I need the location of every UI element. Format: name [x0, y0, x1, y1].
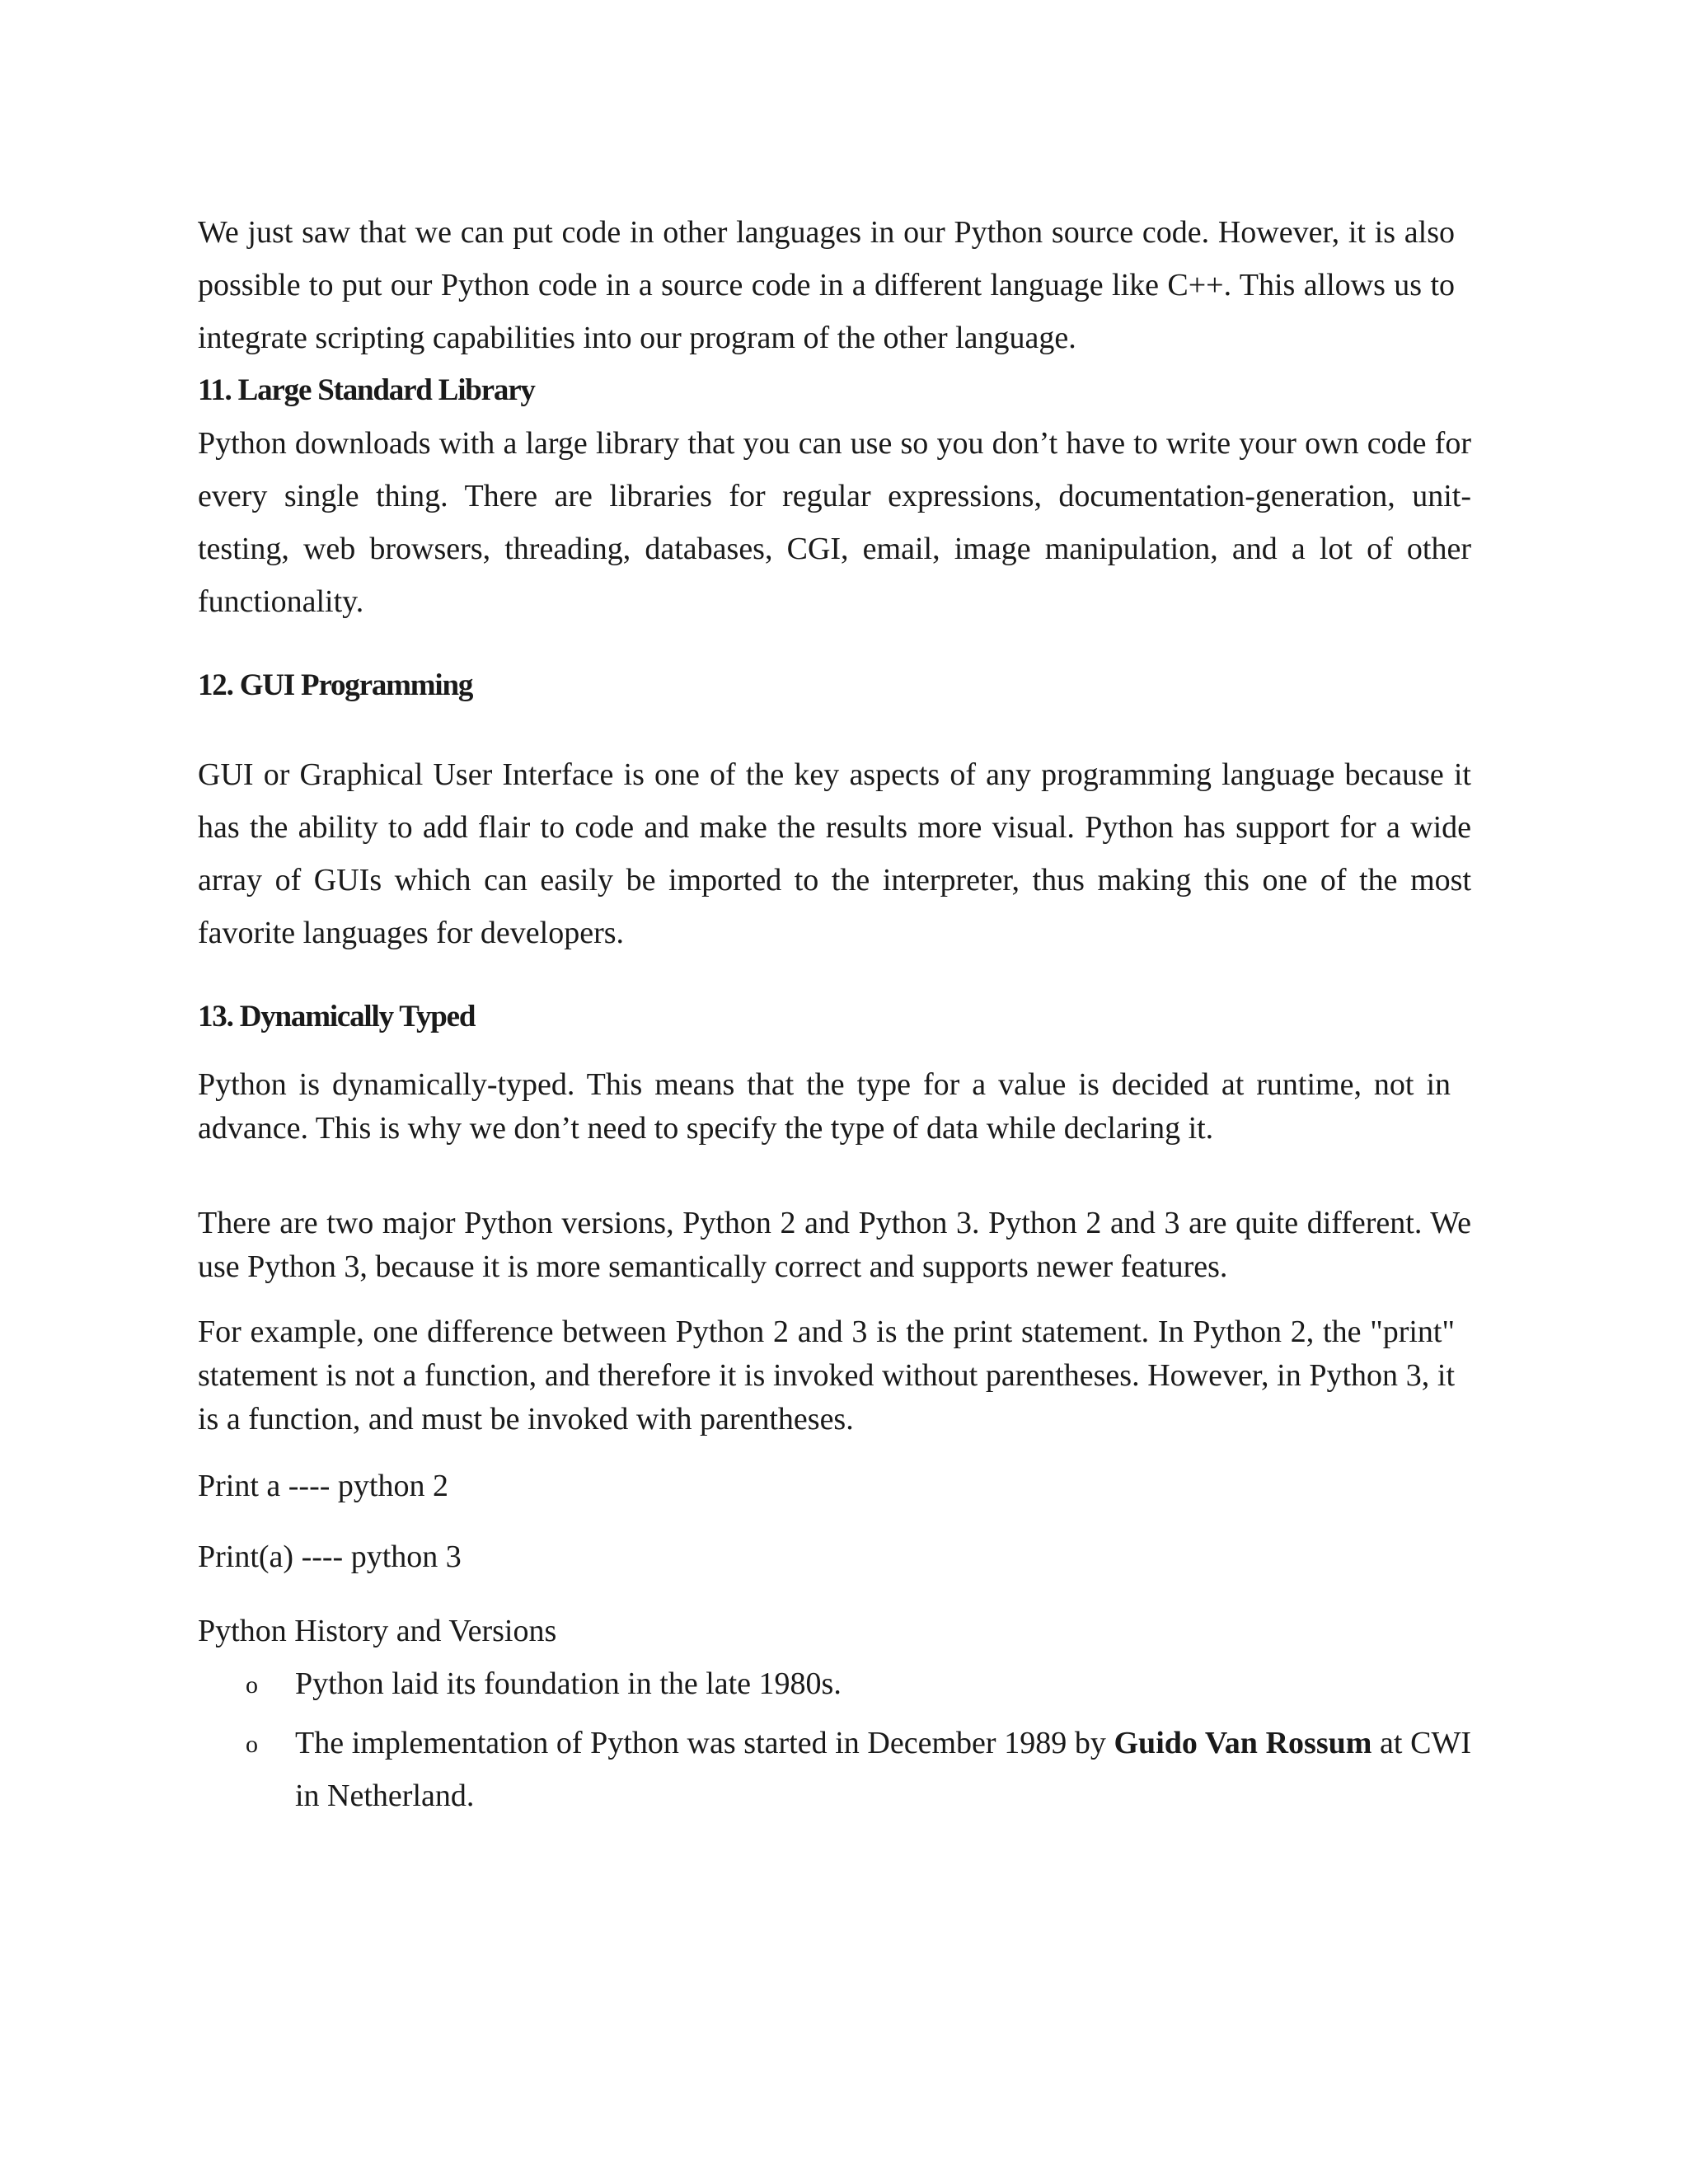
bullet-circle-icon: o — [246, 1671, 258, 1699]
list-item-text: Python laid its foundation in the late 1980s. — [295, 1666, 842, 1701]
heading-gui-programming: 12. GUI Programming — [198, 668, 473, 702]
list-item — [198, 1717, 1471, 1822]
paragraph-embedding: We just saw that we can put code in other languages in our Python source code. However, it is also possible to put our Python code in a source code in a different language like C++. This allows us to integrate scripting capabilities into our program of the other language. — [198, 215, 1455, 355]
list-item-text: The implementation of Python was started in December 1989 by — [295, 1726, 1114, 1760]
list-item-text-end: at CWI in Netherland. — [295, 1726, 1471, 1813]
list-item — [198, 1657, 1471, 1710]
paragraph-dynamically-typed: Python is dynamically-typed. This means that the type for a value is decided at runtime, not in advance. This is why we don’t need to specify the type of data while declaring it. — [198, 1067, 1451, 1146]
heading-large-standard-library: 11. Large Standard Library — [198, 373, 535, 407]
paragraph-standard-library: Python downloads with a large library that you can use so you don’t have to write your own code for every single thing. There are libraries for regular expressions, documentation-generation, unit-testing, web browsers, threading, databases, CGI, email, image manipulation, and a lot of other functionality. — [198, 426, 1471, 619]
example-python-2: Print a ---- python 2 — [198, 1469, 448, 1503]
paragraph-print-difference: For example, one difference between Python 2 and 3 is the print statement. In Python 2, the "print" statement is not a function, and therefore it is invoked without parentheses. However, in Python 3, it is a function, and must be invoked with parentheses. — [198, 1315, 1455, 1436]
person-name: Guido Van Rossum — [1114, 1726, 1372, 1760]
history-title: Python History and Versions — [198, 1614, 557, 1648]
example-python-3: Print(a) ---- python 3 — [198, 1540, 462, 1574]
paragraph-gui-programming: GUI or Graphical User Interface is one of the key aspects of any programming language because it has the ability to add flair to code and make the results more visual. Python has support for a wide array of GUIs which can easily be imported to the interpreter, thus making this one of the most favorite languages for developers. — [198, 757, 1471, 950]
paragraph-python-versions: There are two major Python versions, Python 2 and Python 3. Python 2 and 3 are quite different. We use Python 3, because it is more semantically correct and supports newer features. — [198, 1206, 1471, 1284]
history-list — [198, 1657, 1471, 1822]
heading-dynamically-typed: 13. Dynamically Typed — [198, 1000, 476, 1033]
page-content — [198, 206, 1471, 1822]
bullet-circle-icon: o — [246, 1731, 258, 1758]
